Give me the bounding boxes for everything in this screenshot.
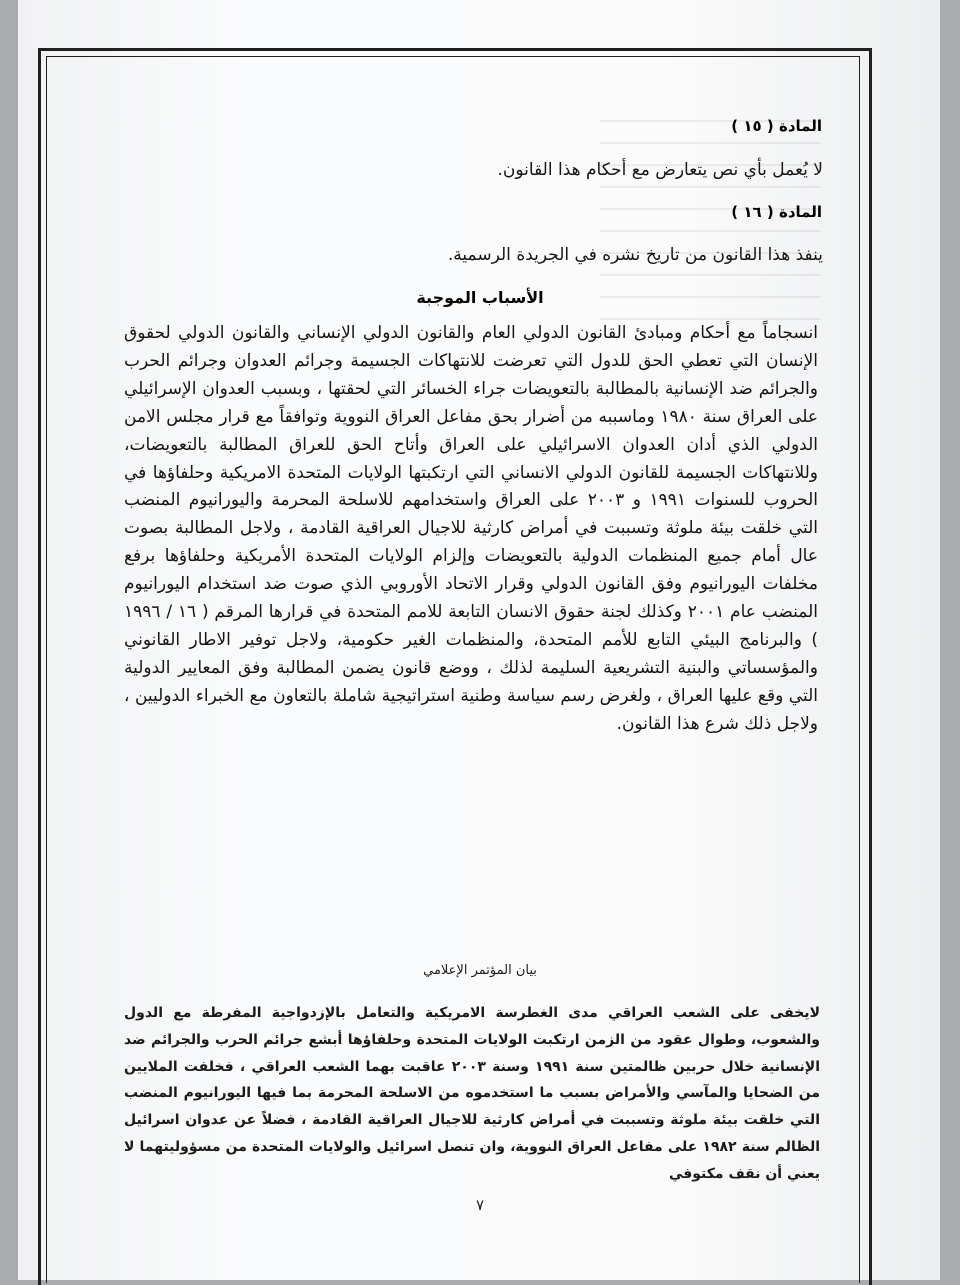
reasons-body: انسجاماً مع أحكام ومبادئ القانون الدولي العام والقانون الدولي الإنساني والقانون الدولي لحقوق الإنسان التي تعطي الحق للدول التي تعرضت للانتهاكات الجسيمة وجرائم العدوان وجرائم الحرب والجرائم ضد الإنسانية بالمطالبة بالتعويضات جراء الخسائر التي لحقتها ، وبسبب العدوان الإسرائيلي على العراق سنة ١٩٨٠ وماسببه من أضرار بحق مفاعل العراق النووية وتوافقاً مع قرار مجلس الامن الدولي الذي أدان العدوان الاسرائيلي على العراق وأتاح الحق للعراق المطالبة بالتعويضات، وللانتهاكات الجسيمة للقانون الدولي الانساني التي ارتكبتها الولايات المتحدة الامريكية وحلفاؤها في الحروب للسنوات ١٩٩١ و ٢٠٠٣ على العراق واستخدامهم للاسلحة المحرمة واليورانيوم المنضب التي خلقت بيئة ملوثة وتسببت في أمراض كارثية للاجيال العراقية القادمة ، ولاجل المطالبة بصوت عال أمام جميع المنظمات الدولية بالتعويضات وإلزام الولايات المتحدة الأمريكية وحلفاؤها برفع مخلفات اليورانيوم وفق القانون الدولي وقرار الاتحاد الأوروبي الذي صوت ضد استخدام اليورانيوم المنضب عام ٢٠٠١ وكذلك لجنة حقوق الانسان التابعة للامم المتحدة في قرارها المرقم ( ١٦ / ١٩٩٦ ) والبرنامج البيئي التابع للأمم المتحدة، والمنظمات الغير حكومية، ولاجل توفير الاطار القانوني والمؤسساتي والبنية التشريعية السليمة لذلك ، ووضع قانون يضمن المطالبة وفق المعايير الدولية التي وقع عليها العراق ، ولغرض رسم سياسة وطنية استراتيجية شاملة بالتعاون مع الخبراء الدوليين ، ولاجل ذلك شرع هذا القانون. <box>124 323 818 734</box>
reasons-title: الأسباب الموجبة <box>416 288 544 307</box>
article-15-heading: المادة ( ١٥ ) <box>731 117 822 135</box>
article-15-text: لا يُعمل بأي نص يتعارض مع أحكام هذا القانون. <box>497 160 823 180</box>
article-16-text: ينفذ هذا القانون من تاريخ نشره في الجريدة الرسمية. <box>447 245 823 265</box>
press-statement-body: لايخفى على الشعب العراقي مدى الغطرسة الامريكية والتعامل بالإزدواجية المفرطة مع الدول والشعوب، وطوال عقود من الزمن ارتكبت الولايات المتحدة وحلفاؤها أبشع جرائم الحرب والجرائم ضد الإنسانية خلال حربين ظالمتين سنة ١٩٩١ وسنة ٢٠٠٣ عاقبت بهما الشعب العراقي ، فخلفت الملايين من الضحايا والمآسي والأمراض بسبب ما استخدموه من الاسلحة المحرمة بما فيها اليورانيوم المنضب التي خلقت بيئة ملوثة وتسببت في أمراض كارثية للاجيال العراقية القادمة ، فضلاً عن عدوان اسرائيل الظالم سنة ١٩٨٢ على مفاعل العراق النووية، وان تنصل اسرائيل والولايات المتحدة من مسؤوليتهما لا يعني أن نقف مكتوفي <box>124 1005 821 1182</box>
article-16-heading: المادة ( ١٦ ) <box>731 203 822 221</box>
page-number: ٧ <box>475 1196 485 1214</box>
press-statement-title: بيان المؤتمر الإعلامي <box>423 963 537 978</box>
